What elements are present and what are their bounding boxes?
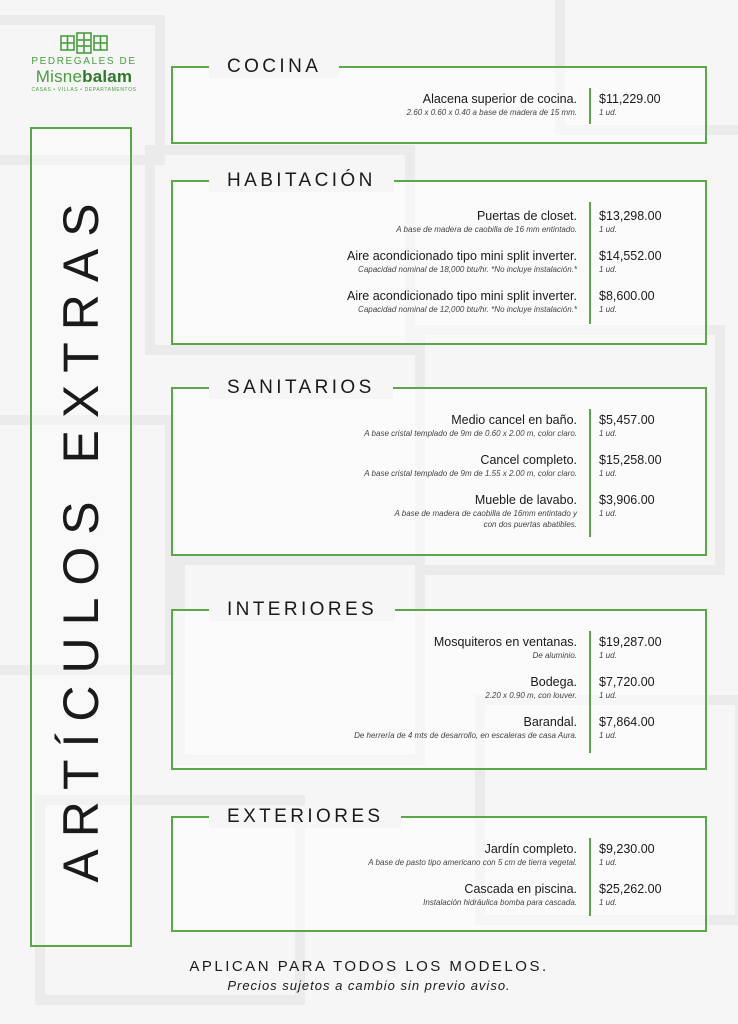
item-price: $7,720.00 — [599, 675, 655, 689]
item-unit: 1 ud. — [599, 225, 617, 234]
item-price: $25,262.00 — [599, 882, 662, 896]
item-desc: A base de madera de caobilla de 16mm entintado y — [394, 509, 577, 518]
item-desc: 2.60 x 0.60 x 0.40 a base de madera de 15 mm. — [406, 108, 577, 117]
list-item — [173, 635, 705, 675]
item-name: Jardín completo. — [484, 842, 577, 856]
item-name: Puertas de closet. — [476, 209, 577, 223]
item-name: Medio cancel en baño. — [451, 413, 577, 427]
item-price: $13,298.00 — [599, 209, 662, 223]
item-desc: A base cristal templado de 9m de 1.55 x 2.00 m, color claro. — [364, 469, 577, 478]
item-unit: 1 ud. — [599, 858, 617, 867]
item-desc: A base cristal templado de 9m de 0.60 x 2.00 m, color claro. — [364, 429, 577, 438]
section-sanitarios — [171, 377, 707, 556]
item-desc: A base de madera de caobilla de 16 mm entintado. — [396, 225, 577, 234]
footer-disclaimer: Precios sujetos a cambio sin previo aviso. — [227, 978, 511, 993]
section-title: COCINA — [209, 56, 339, 78]
list-item — [173, 92, 705, 132]
section-interiores — [171, 599, 707, 770]
item-desc: Capacidad nominal de 12,000 btu/hr. *No incluye instalación.* — [358, 305, 577, 314]
item-unit: 1 ud. — [599, 108, 617, 117]
item-name: Mueble de lavabo. — [474, 493, 577, 507]
item-price: $14,552.00 — [599, 249, 662, 263]
section-title: INTERIORES — [209, 599, 395, 621]
item-price: $5,457.00 — [599, 413, 655, 427]
item-name: Alacena superior de cocina. — [422, 92, 577, 106]
item-desc: De herrería de 4 mts de desarrollo, en escaleras de casa Aura. — [354, 731, 577, 740]
list-item — [173, 882, 705, 922]
list-item — [173, 493, 705, 546]
item-price: $19,287.00 — [599, 635, 662, 649]
brand-name — [28, 68, 140, 86]
list-item — [173, 249, 705, 289]
item-name: Cancel completo. — [480, 453, 577, 467]
item-name: Aire acondicionado tipo mini split inverter. — [347, 249, 577, 263]
item-name: Bodega. — [530, 675, 577, 689]
item-unit: 1 ud. — [599, 305, 617, 314]
section-title: HABITACIÓN — [209, 170, 394, 192]
item-unit: 1 ud. — [599, 651, 617, 660]
list-item — [173, 413, 705, 453]
item-unit: 1 ud. — [599, 265, 617, 274]
item-unit: 1 ud. — [599, 898, 617, 907]
section-title: EXTERIORES — [209, 806, 401, 828]
brand-name-b: balam — [82, 67, 133, 86]
item-desc: Instalación hidráulica bomba para cascada. — [423, 898, 577, 907]
item-name: Cascada en piscina. — [464, 882, 577, 896]
list-item — [173, 715, 705, 755]
item-price: $7,864.00 — [599, 715, 655, 729]
item-unit: 1 ud. — [599, 509, 617, 518]
section-habitacion — [171, 170, 707, 345]
item-desc-line2: con dos puertas abatibles. — [483, 520, 577, 529]
list-item — [173, 209, 705, 249]
item-price: $3,906.00 — [599, 493, 655, 507]
item-unit: 1 ud. — [599, 691, 617, 700]
brand-tagline: CASAS • VILLAS • DEPARTAMENTOS — [31, 87, 137, 93]
item-desc: Capacidad nominal de 18,000 btu/hr. *No incluye instalación.* — [358, 265, 577, 274]
item-unit: 1 ud. — [599, 469, 617, 478]
section-title: SANITARIOS — [209, 377, 393, 399]
item-price: $9,230.00 — [599, 842, 655, 856]
list-item — [173, 453, 705, 493]
brand-name-a: Misne — [35, 67, 83, 86]
item-price: $8,600.00 — [599, 289, 655, 303]
side-title-box — [30, 127, 132, 947]
list-item — [173, 675, 705, 715]
side-title: ARTÍCULOS EXTRAS — [53, 191, 109, 883]
item-desc: De aluminio. — [532, 651, 577, 660]
item-name: Mosquiteros en ventanas. — [433, 635, 577, 649]
item-price: $15,258.00 — [599, 453, 662, 467]
section-exteriores — [171, 806, 707, 932]
item-desc: A base de pasto tipo americano con 5 cm de tierra vegetal. — [368, 858, 577, 867]
list-item — [173, 842, 705, 882]
item-name: Aire acondicionado tipo mini split inverter. — [347, 289, 577, 303]
item-desc: 2.20 x 0.90 m, con louver. — [485, 691, 577, 700]
item-price: $11,229.00 — [599, 92, 661, 106]
section-cocina — [171, 56, 707, 144]
item-name: Barandal. — [523, 715, 577, 729]
list-item — [173, 289, 705, 329]
footer-notice: APLICAN PARA TODOS LOS MODELOS. — [189, 958, 549, 975]
brand-line1: PEDREGALES DE — [31, 56, 137, 67]
item-unit: 1 ud. — [599, 731, 617, 740]
brand-logo — [28, 32, 140, 94]
logo-mark-icon — [60, 32, 108, 54]
item-unit: 1 ud. — [599, 429, 617, 438]
